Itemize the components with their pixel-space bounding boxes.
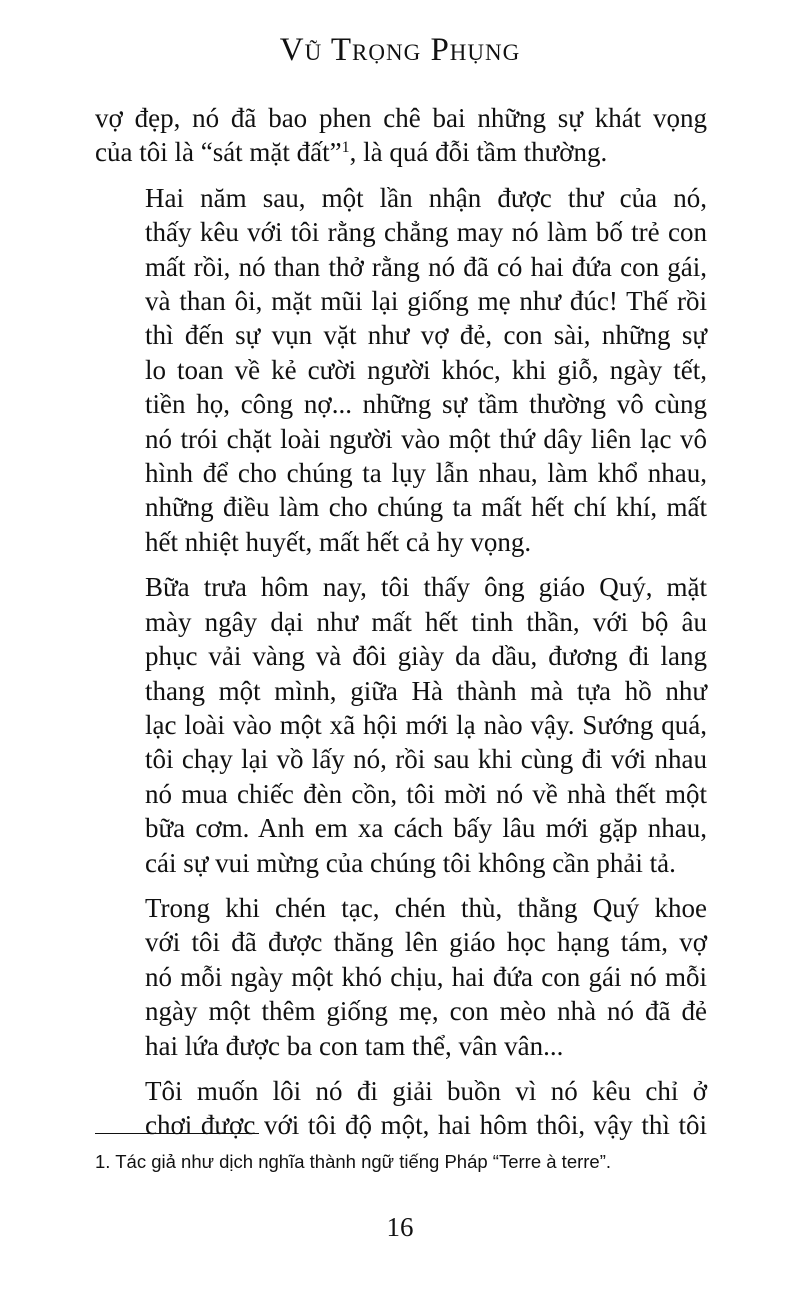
paragraph-4 [95, 891, 707, 1063]
text-line: Bữa trưa hôm nay, tôi thấy ông giáo Quý, mặt [145, 572, 707, 603]
text-line: Trong khi chén tạc, chén thù, thằng Quý khoe [145, 892, 707, 923]
text-line: tôi chạy lại vồ lấy nó, rồi sau khi cùng đi với nhau [145, 744, 707, 775]
text-line: lo toan về kẻ cười người khóc, khi giỗ, ngày tết, [145, 354, 707, 385]
paragraph-2 [95, 181, 707, 559]
text-line: chơi được với tôi độ một, hai hôm thôi, vậy thì tôi [145, 1110, 707, 1141]
body-text [95, 101, 707, 1154]
text-line: mày ngây dại như mất hết tinh thần, với bộ âu [145, 606, 707, 637]
text-line: bữa cơm. Anh em xa cách bấy lâu mới gặp nhau, [145, 813, 707, 844]
text-line: ngày một thêm giống mẹ, con mèo nhà nó đã đẻ [145, 996, 707, 1027]
footnote-reference: 1 [341, 139, 350, 157]
text-line: phục vải vàng và đôi giày da dầu, đương đi lang [145, 641, 707, 672]
text-line: mất rồi, nó than thở rằng nó đã có hai đứa con gái, [145, 251, 707, 282]
text-line: thang một mình, giữa Hà thành mà tựa hồ như [145, 675, 707, 706]
text-line: nó trói chặt loài người vào một thứ dây liên lạc vô [145, 423, 707, 454]
text-line: và than ôi, mặt mũi lại giống mẹ như đúc! Thế rồi [145, 286, 707, 317]
text-line: vợ đẹp, nó đã bao phen chê bai những sự khát vọng [95, 103, 707, 133]
text-line: thấy kêu với tôi rằng chẳng may nó làm bố trẻ con [145, 217, 707, 248]
text-line [95, 135, 707, 169]
text-line: Hai năm sau, một lần nhận được thư của nó, [145, 182, 707, 213]
text-run: , là quá đỗi tầm thường. [349, 137, 608, 168]
footnote: 1. Tác giả như dịch nghĩa thành ngữ tiếng Pháp “Terre à terre”. [95, 1151, 612, 1172]
text-line: thì đến sự vụn vặt như vợ đẻ, con sài, những sự [145, 320, 707, 351]
text-line: với tôi đã được thăng lên giáo học hạng tám, vợ [145, 927, 707, 958]
paragraph-3 [95, 570, 707, 880]
page-number: 16 [386, 1212, 414, 1242]
text-line: tiền họ, công nợ... những sự tầm thường vô cùng [145, 389, 707, 420]
running-head-author: Vũ Trọng Phụng [279, 32, 521, 68]
text-line: lạc loài vào một xã hội mới lạ nào vậy. Sướng quá, [145, 709, 707, 740]
text-line: Tôi muốn lôi nó đi giải buồn vì nó kêu chỉ ở [145, 1075, 707, 1106]
text-line: nó mua chiếc đèn cồn, tôi mời nó về nhà thết một [145, 778, 707, 809]
text-line: hết nhiệt huyết, mất hết cả hy vọng. [145, 526, 532, 557]
text-line: hai lứa được ba con tam thể, vân vân... [145, 1030, 564, 1061]
text-run: của tôi là “sát mặt đất” [95, 137, 342, 168]
text-line: hình để cho chúng ta lụy lẫn nhau, làm khổ nhau, [145, 458, 707, 489]
text-line: cái sự vui mừng của chúng tôi không cần phải tả. [145, 847, 676, 878]
text-line: nó mỗi ngày một khó chịu, hai đứa con gái nó mỗi [145, 961, 707, 992]
footnote-separator [95, 1133, 259, 1134]
paragraph-1 [95, 101, 707, 170]
text-line: những điều làm cho chúng ta mất hết chí khí, mất [145, 492, 707, 523]
